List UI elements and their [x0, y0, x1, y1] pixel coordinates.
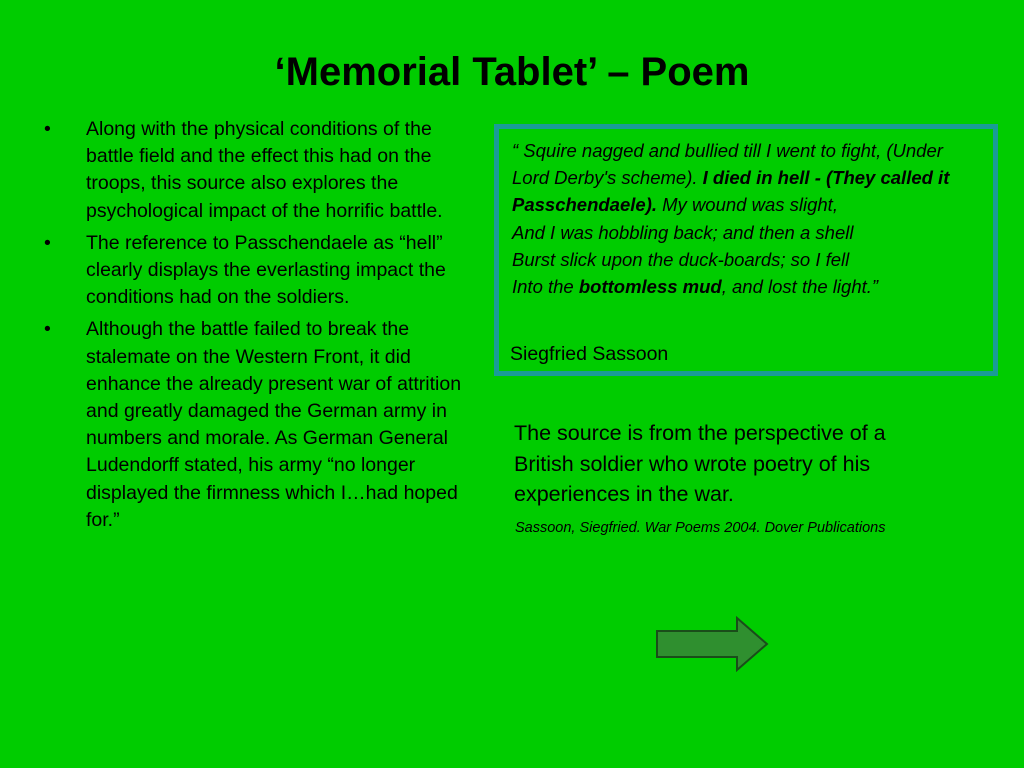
quote-author: Siegfried Sassoon [510, 343, 669, 365]
poem-quote [512, 137, 984, 300]
bullet-text: Although the battle failed to break the stalemate on the Western Front, it did enhance the already present war of attrition and greatly damaged the German army in numbers and morale. As German General Ludendorff stated, his army “no longer displayed the firmness which I…had hoped for.” [86, 318, 462, 531]
bullet-item [44, 116, 468, 225]
quote-box [494, 124, 998, 376]
bullet-marker: • [44, 118, 51, 140]
quote-part: Into the [512, 276, 579, 298]
quote-line: Burst slick upon the duck-boards; so I fell [512, 248, 850, 270]
quote-bold: I died in hell - (They called it Passchendaele). [512, 167, 950, 216]
bullet-item [44, 316, 468, 534]
quote-part: “ Squire nagged and bullied till I went to fight, (Under Lord Derby's scheme). [512, 140, 943, 189]
bullet-marker: • [44, 318, 51, 341]
quote-line: And I was hobbling back; and then a shell [512, 221, 854, 243]
bullet-item [44, 230, 468, 312]
slide-title: ‘Memorial Tablet’ – Poem [274, 50, 750, 94]
bullet-marker: • [44, 231, 51, 254]
next-slide-button[interactable] [655, 616, 771, 672]
right-arrow-icon [655, 616, 771, 672]
bullet-text: The reference to Passchendaele as “hell” clearly displays the everlasting impact the conditions had on the soldiers. [86, 231, 446, 309]
bullet-list [44, 116, 468, 539]
quote-part: My wound was slight, [657, 194, 838, 216]
citation-text: Sassoon, Siegfried. War Poems 2004. Dover Publications [515, 520, 886, 536]
quote-part: , and lost the light.” [721, 276, 879, 298]
perspective-text: The source is from the perspective of a British soldier who wrote poetry of his experiences in the war. [514, 421, 886, 506]
bullet-text: Along with the physical conditions of the battle field and the effect this had on the troops, this source also explores the psychological impact of the horrific battle. [86, 118, 443, 222]
quote-bold: bottomless mud [578, 276, 722, 298]
